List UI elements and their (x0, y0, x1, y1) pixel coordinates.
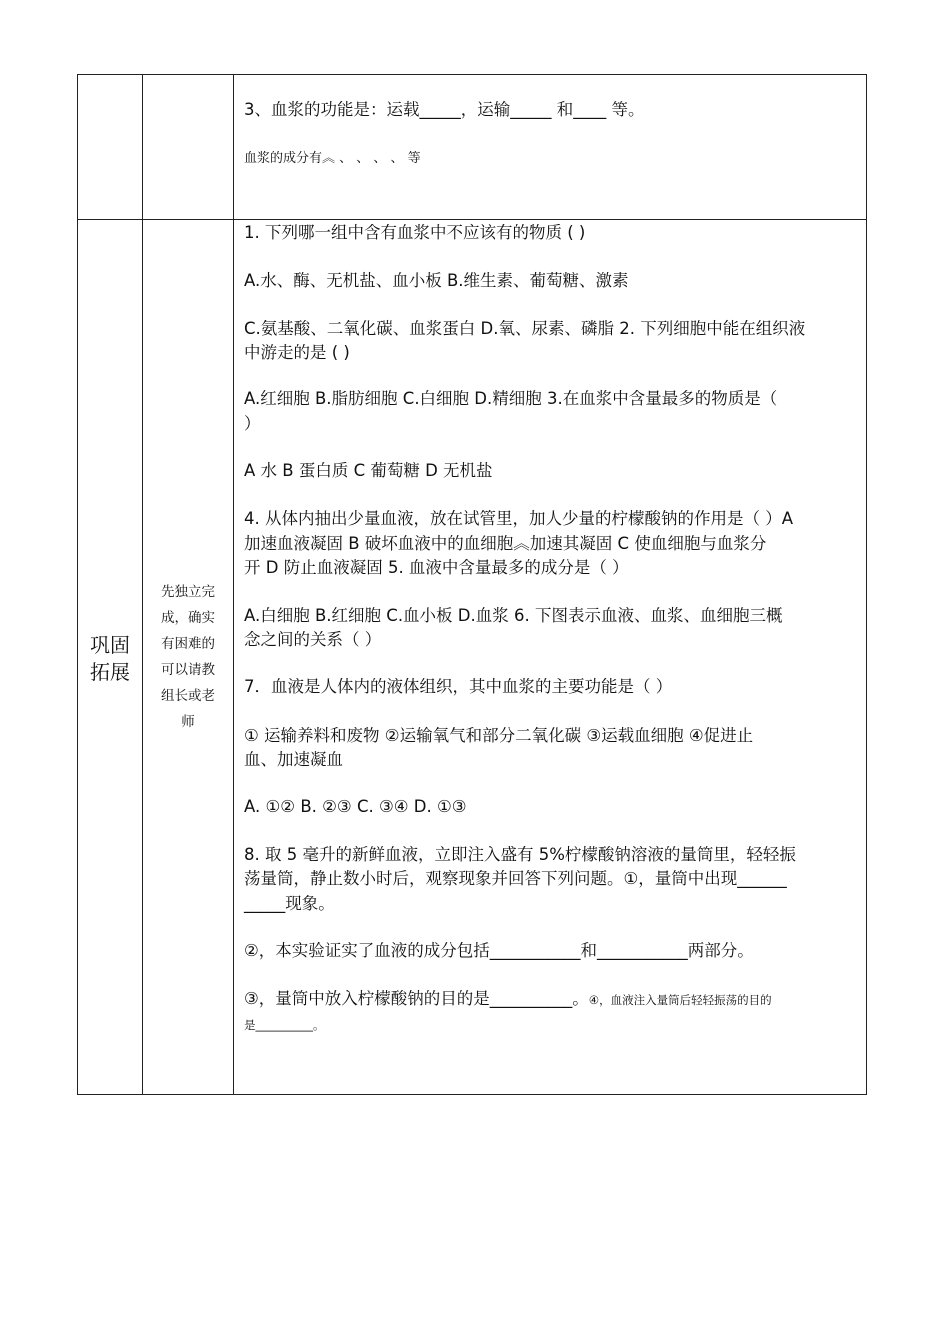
worksheet-table (77, 74, 867, 1095)
question-line: 是__________。 (244, 1018, 325, 1032)
question-line: 加速血液凝固 B 破坏血液中的血细胞︽加速其凝固 C 使血细胞与血浆分 (244, 534, 767, 553)
note-line: 先独立完 (161, 584, 215, 600)
question-line: 开 D 防止血液凝固 5. 血液中含量最多的成分是（ ） (244, 558, 629, 577)
row-divider (78, 219, 866, 220)
note-line: 成，确实 (161, 610, 215, 626)
plasma-function-question: 3、血浆的功能是：运载_____，运输_____ 和____ 等。 (244, 100, 645, 119)
question-line: A.红细胞 B.脂肪细胞 C.白细胞 D.精细胞 3.在血浆中含量最多的物质是（ (244, 389, 778, 408)
question-line: 1. 下列哪一组中含有血浆中不应该有的物质 ( ) (244, 223, 586, 242)
question-8-part4: ④，血液注入量筒后轻轻振荡的目的 (588, 993, 772, 1007)
section-label-consolidate: 巩固 (90, 633, 130, 657)
question-line: C.氨基酸、二氧化碳、血浆蛋白 D.氧、尿素、磷脂 2. 下列细胞中能在组织液 (244, 319, 806, 338)
plasma-components-question: 血浆的成分有︽ 、 、 、 、 等 (244, 151, 421, 166)
question-line: ②，本实验证实了血液的成分包括___________和___________两部分。 (244, 941, 754, 960)
note-line: 有困难的 (161, 636, 215, 652)
question-line: A.水、酶、无机盐、血小板 B.维生素、葡萄糖、激素 (244, 271, 629, 290)
question-line: A. ①② B. ②③ C. ③④ D. ①③ (244, 797, 467, 816)
question-line: A 水 B 蛋白质 C 葡萄糖 D 无机盐 (244, 461, 493, 480)
section-label-extend: 拓展 (90, 660, 130, 684)
question-line: 念之间的关系（ ） (244, 630, 382, 649)
question-line: _____现象。 (244, 894, 335, 913)
question-line: ） (244, 414, 261, 433)
note-line: 可以请教 (161, 662, 215, 678)
question-line (244, 987, 772, 1012)
question-line: 7．血液是人体内的液体组织，其中血浆的主要功能是（ ） (244, 677, 673, 696)
question-line: 4. 从体内抽出少量血液，放在试管里，加人少量的柠檬酸钠的作用是（ ）A (244, 509, 794, 528)
question-line: 血、加速凝血 (244, 750, 343, 769)
question-line: 8. 取 5 毫升的新鲜血液，立即注入盛有 5%柠檬酸钠溶液的量筒里，轻轻振 (244, 845, 796, 864)
question-line: 中游走的是 ( ) (244, 343, 350, 362)
question-8-part3: ③，量筒中放入柠檬酸钠的目的是__________。 (244, 989, 589, 1008)
note-line: 师 (181, 714, 195, 730)
question-line: ① 运输养料和废物 ②运输氧气和部分二氧化碳 ③运载血细胞 ④促进止 (244, 726, 754, 745)
note-line: 组长或老 (161, 688, 215, 704)
question-line: 荡量筒，静止数小时后，观察现象并回答下列问题。①，量筒中出现______ (244, 869, 787, 888)
question-line: A.白细胞 B.红细胞 C.血小板 D.血浆 6. 下图表示血液、血浆、血细胞三概 (244, 606, 783, 625)
column-divider-2 (233, 75, 234, 1094)
